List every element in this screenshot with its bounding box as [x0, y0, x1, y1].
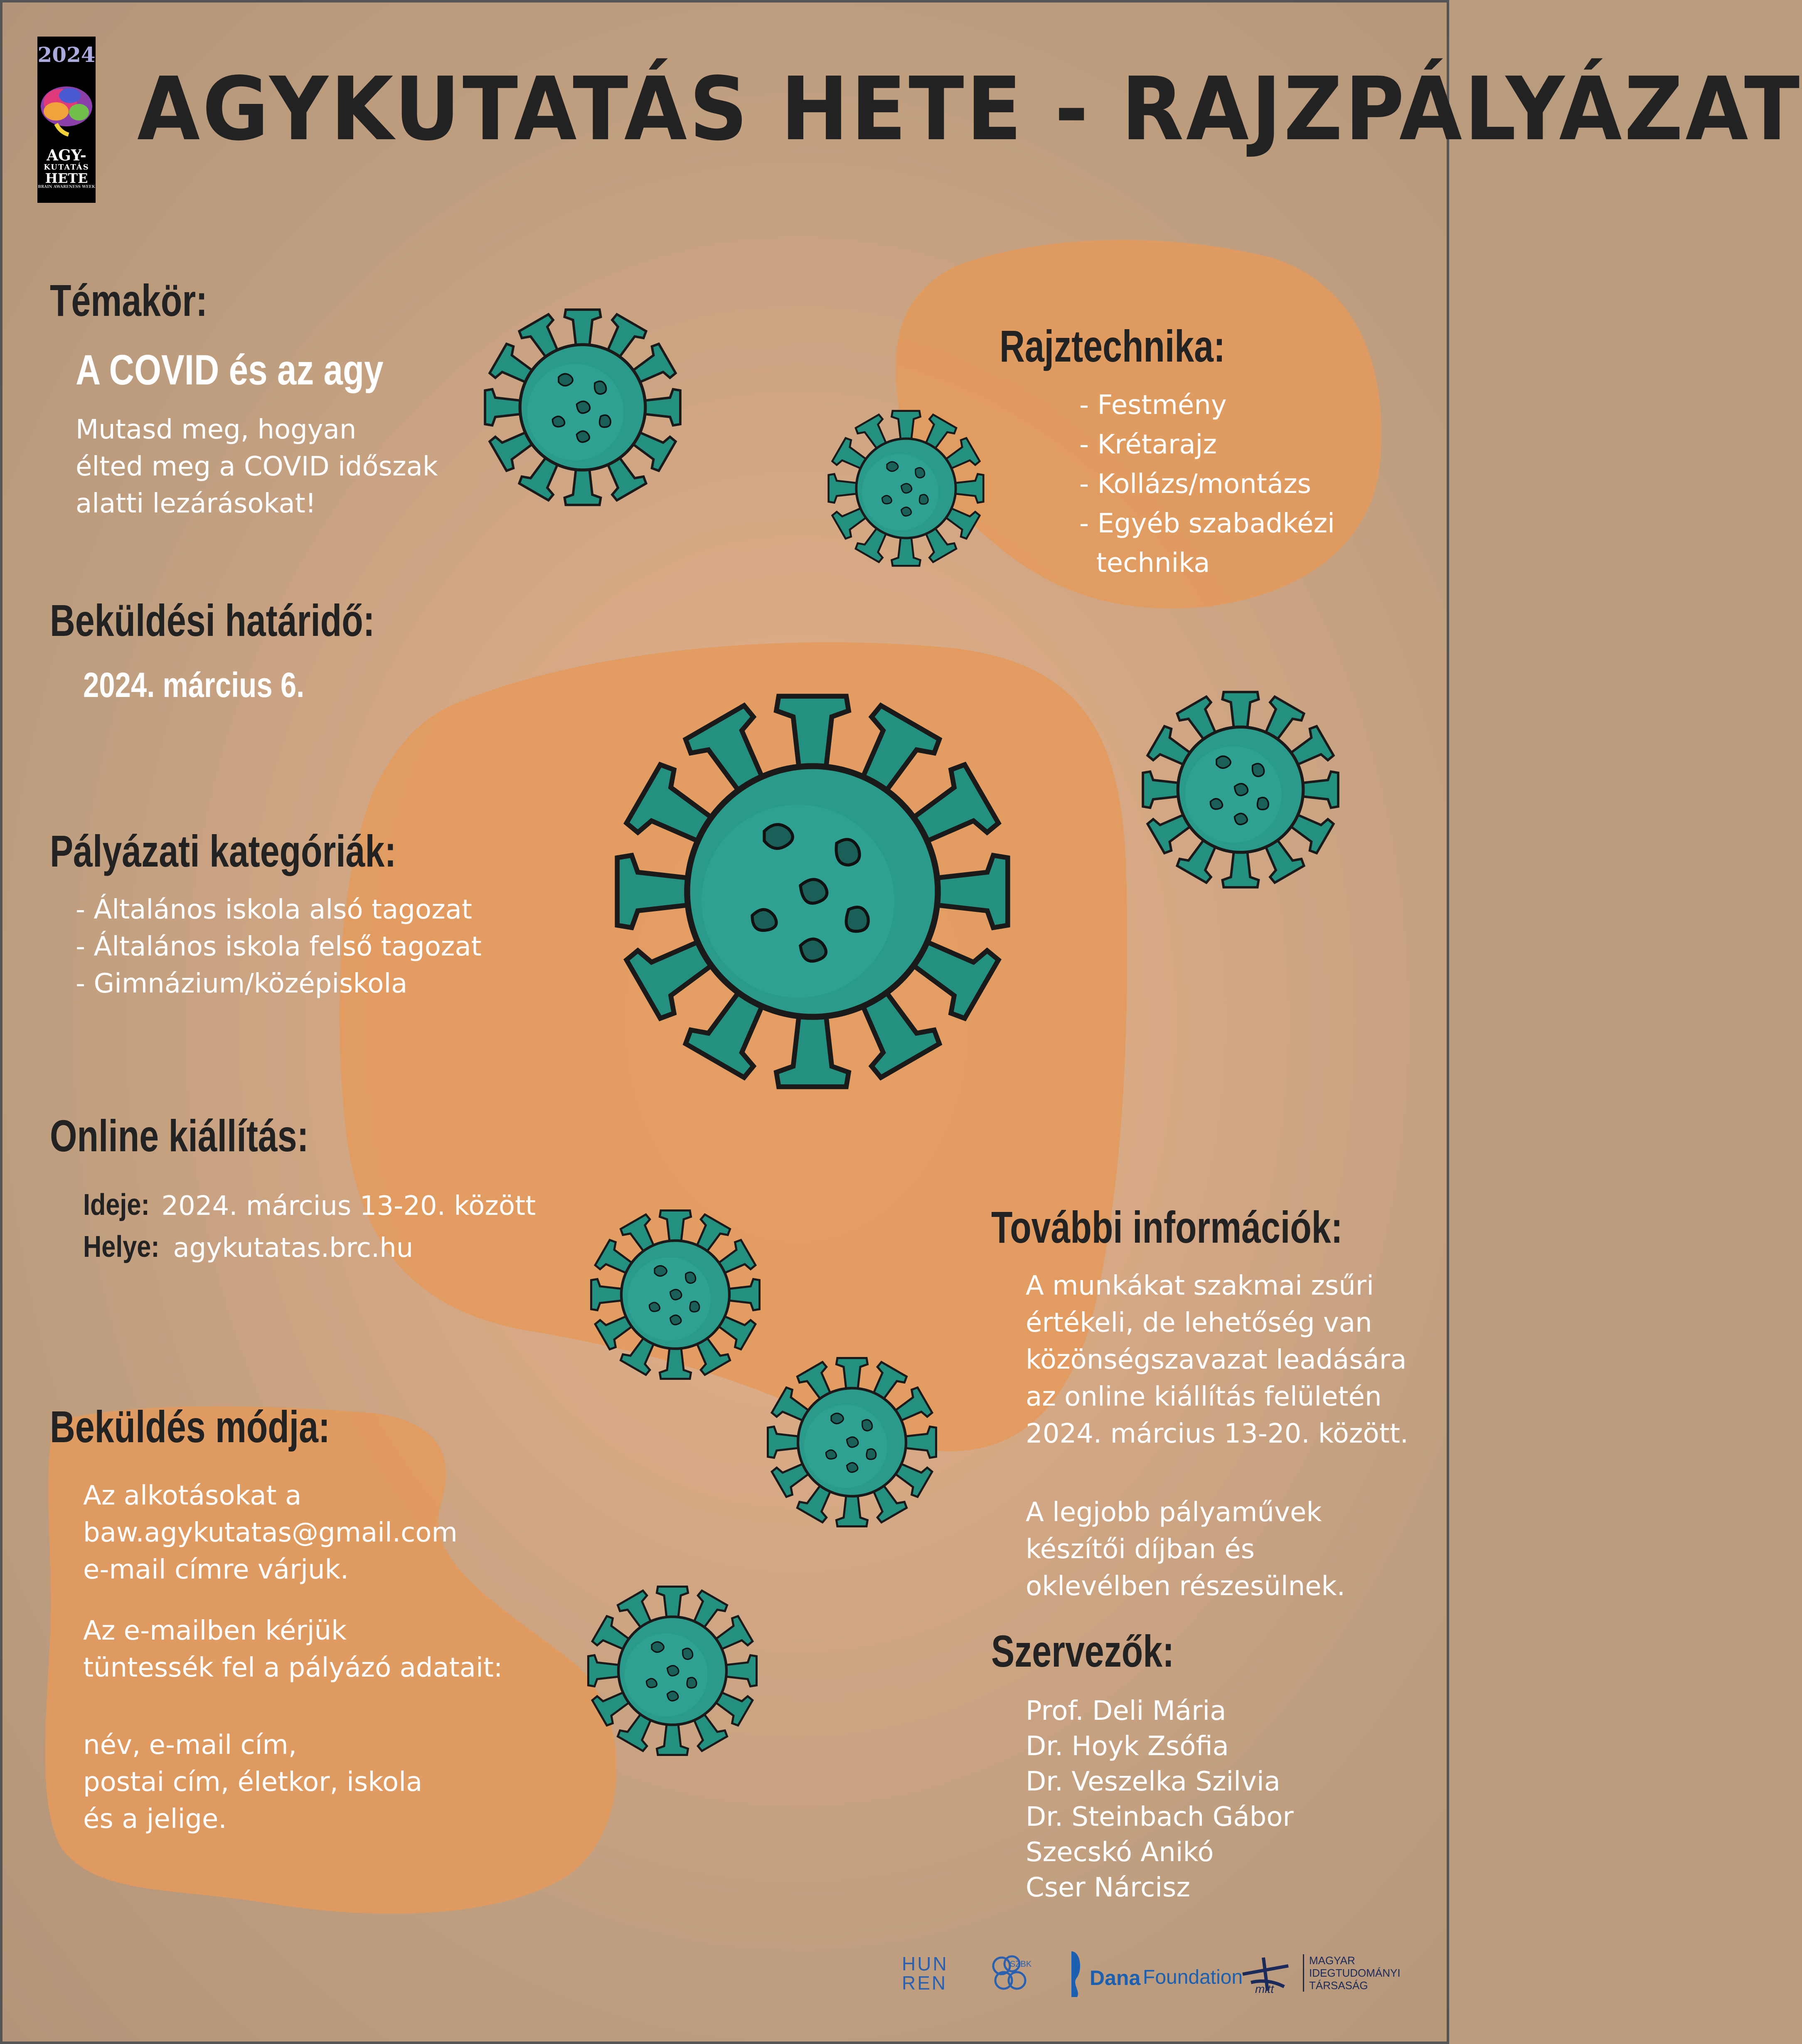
bekuldes-line: név, e-mail cím, [83, 1730, 297, 1761]
kiallitas-ideje [83, 1185, 536, 1226]
mitt-text [1303, 1954, 1401, 1992]
partner-logos [902, 1949, 1421, 1999]
helye-value[interactable]: agykutatas.brc.hu [173, 1233, 414, 1263]
hatarido-date: 2024. március 6. [83, 665, 305, 704]
ideje-value: 2024. március 13-20. között [161, 1191, 536, 1221]
bekuldes-p2 [83, 1613, 502, 1687]
tovabbi-p1 [1026, 1268, 1408, 1453]
rajztechnika-item: - Kollázs/montázs [1079, 469, 1311, 500]
szervezo-name: Dr. Veszelka Szilvia [1026, 1766, 1280, 1797]
tovabbi-line: A munkákat szakmai zsűri [1026, 1271, 1374, 1301]
mitt-line2: IDEGTUDOMÁNYI [1309, 1967, 1401, 1979]
tovabbi-line: értékeli, de lehetőség van [1026, 1308, 1372, 1338]
tovabbi-heading: További információk: [991, 1202, 1343, 1252]
bekuldes-line: Az e-mailben kérjük [83, 1615, 347, 1646]
brain-icon [37, 78, 96, 136]
rajztechnika-item: - Krétarajz [1079, 429, 1217, 460]
szervezok-heading: Szervezők: [991, 1626, 1174, 1676]
bekuldes-line: és a jelige. [83, 1804, 227, 1835]
ideje-label: Ideje: [83, 1188, 150, 1221]
mitt-line3: TÁRSASÁG [1309, 1979, 1368, 1992]
rajztechnika-item: technika [1079, 548, 1210, 579]
tovabbi-p2 [1026, 1494, 1345, 1605]
tovabbi-line: oklevélben részesülnek. [1026, 1571, 1345, 1602]
temakor-text [76, 411, 438, 522]
logo-line1: AGY- [47, 147, 86, 164]
agykutatas-hete-logo [37, 37, 96, 203]
rajztechnika-list [1079, 386, 1335, 583]
tovabbi-line: készítői díjban és [1026, 1534, 1255, 1565]
kiallitas-details [83, 1185, 536, 1268]
dana-name: Dana [1090, 1966, 1141, 1990]
dana-icon [1068, 1949, 1085, 1999]
szbk-icon [987, 1951, 1033, 1997]
logo-line2: KUTATÁS [44, 163, 89, 172]
hunren-logo [902, 1954, 948, 1992]
logo-year: 2024 [37, 42, 96, 67]
mitt-logo-text: mitt [1255, 1982, 1274, 1995]
bekuldes-heading: Beküldés módja: [50, 1401, 330, 1452]
kategoria-item: - Gimnázium/középiskola [76, 968, 408, 999]
kiallitas-heading: Online kiállítás: [50, 1111, 309, 1161]
kategoriak-list [76, 891, 482, 1002]
szervezo-name: Dr. Hoyk Zsófia [1026, 1731, 1229, 1762]
kategoriak-heading: Pályázati kategóriák: [50, 826, 396, 876]
szbk-logo [987, 1951, 1045, 1997]
poster-title: AGYKUTATÁS HETE - RAJZPÁLYÁZAT [137, 58, 1802, 160]
bekuldes-line: Az alkotásokat a [83, 1480, 302, 1511]
szbk-label: SZBK [1010, 1960, 1032, 1969]
hunren-line2: REN [902, 1972, 948, 1994]
logo-text [37, 148, 96, 190]
mitt-logo [1238, 1949, 1413, 1999]
bekuldes-p3 [83, 1727, 422, 1838]
dana-foundation: Foundation [1143, 1966, 1243, 1988]
szervezok-list [1026, 1694, 1294, 1906]
hatarido-heading: Beküldési határidő: [50, 595, 375, 645]
temakor-subject: A COVID és az agy [76, 346, 384, 394]
bekuldes-email[interactable]: baw.agykutatas@gmail.com [83, 1517, 458, 1548]
szervezo-name: Cser Nárcisz [1026, 1872, 1190, 1903]
bekuldes-p1 [83, 1478, 458, 1588]
rajztechnika-heading: Rajztechnika: [999, 321, 1226, 371]
tovabbi-line: A legjobb pályaművek [1026, 1497, 1322, 1528]
tovabbi-line: közönségszavazat leadására [1026, 1345, 1407, 1375]
szervezo-name: Prof. Deli Mária [1026, 1696, 1226, 1726]
szervezo-name: Dr. Steinbach Gábor [1026, 1802, 1294, 1832]
hunren-line1: HUN [902, 1953, 948, 1975]
bekuldes-line: e-mail címre várjuk. [83, 1554, 349, 1585]
kiallitas-helye [83, 1226, 536, 1268]
logo-line3: HETE [45, 170, 88, 186]
rajztechnika-item: - Festmény [1079, 390, 1227, 421]
bekuldes-line: postai cím, életkor, iskola [83, 1767, 423, 1798]
mitt-line1: MAGYAR [1309, 1954, 1355, 1967]
temakor-heading: Témakör: [50, 275, 208, 325]
logo-tag: BRAIN AWARENESS WEEK [38, 185, 95, 190]
temakor-line: Mutasd meg, hogyan [76, 414, 357, 445]
helye-label: Helye: [83, 1230, 160, 1263]
temakor-line: alatti lezárásokat! [76, 488, 316, 519]
kategoria-item: - Általános iskola felső tagozat [76, 931, 482, 962]
tovabbi-line: 2024. március 13-20. között. [1026, 1418, 1409, 1449]
szervezo-name: Szecskó Anikó [1026, 1837, 1214, 1868]
rajztechnika-item: - Egyéb szabadkézi [1079, 508, 1335, 539]
kategoria-item: - Általános iskola alsó tagozat [76, 894, 472, 925]
bekuldes-line: tüntessék fel a pályázó adatait: [83, 1652, 503, 1683]
tovabbi-line: az online kiállítás felületén [1026, 1382, 1382, 1412]
temakor-line: élted meg a COVID időszak [76, 451, 438, 482]
